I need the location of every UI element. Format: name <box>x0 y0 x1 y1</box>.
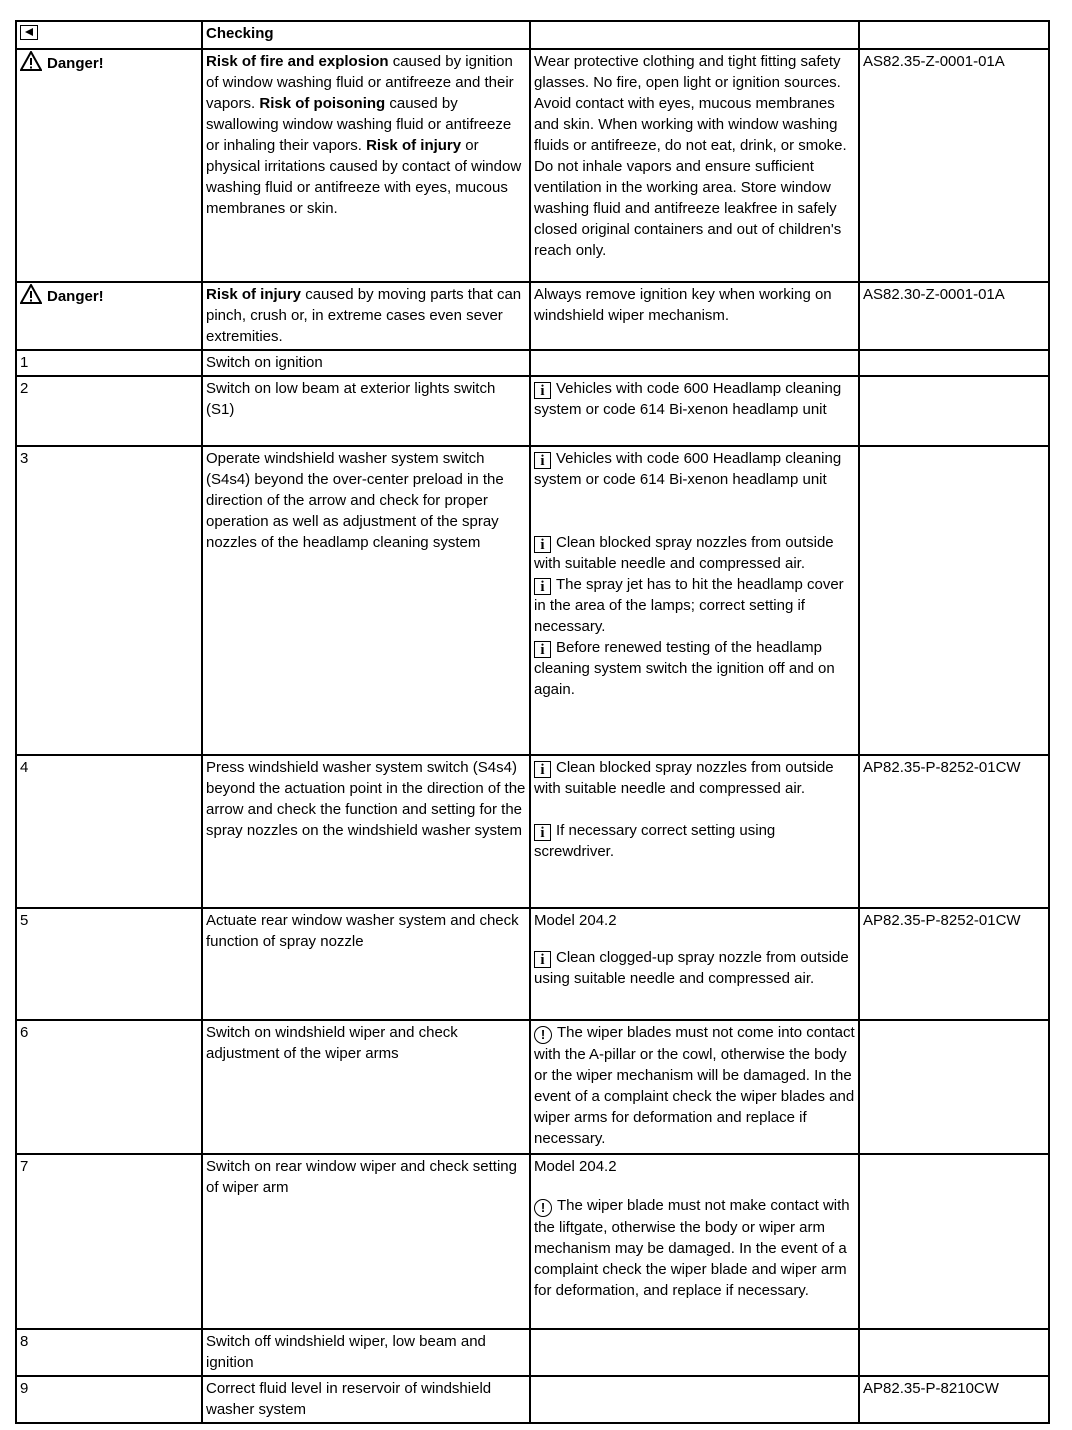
info-icon: i <box>534 761 551 778</box>
step-number: 4 <box>16 755 202 908</box>
info-icon: i <box>534 382 551 399</box>
header-row <box>16 21 1049 49</box>
danger-label-cell <box>16 282 202 350</box>
step-notes: ! The wiper blades must not come into contact with the A-pillar or the cowl, otherwise the body or the wiper mechanism will be damaged. In the event of a complaint check the wiper blades and wiper arms for deformation and replace if necessary. <box>530 1020 859 1154</box>
header-title: Checking <box>202 21 530 49</box>
step-number: 1 <box>16 350 202 376</box>
danger-row <box>16 49 1049 282</box>
danger-label-cell <box>16 49 202 282</box>
notice-icon: ! <box>534 1199 552 1217</box>
info-icon: i <box>534 536 551 553</box>
step-row <box>16 1376 1049 1423</box>
warning-triangle-icon <box>20 51 42 71</box>
step-reference-link[interactable]: AP82.35-P-8252-01CW <box>859 908 1049 1020</box>
header-icon-cell <box>16 21 202 49</box>
step-notes: Model 204.2 ! The wiper blade must not make contact with the liftgate, otherwise the body or wiper arm mechanism may be damaged. In the event of a complaint check the wiper blade and wiper arm for deformation, and replace if necessary. <box>530 1154 859 1329</box>
danger-label: Danger! <box>47 55 104 72</box>
model-note: Model 204.2 <box>534 912 617 929</box>
step-number: 5 <box>16 908 202 1020</box>
step-action: Switch on ignition <box>202 350 530 376</box>
danger-measures: Wear protective clothing and tight fitting safety glasses. No fire, open light or ignition sources. Avoid contact with eyes, mucous membranes and skin. When working with window washing fluids or antifreeze, do not eat, drink, or smoke. Do not inhale vapors and ensure sufficient ventilation in the working area. Store window washing fluid and antifreeze leakfree in safely closed original containers and out of children's reach only. <box>530 49 859 282</box>
info-icon: i <box>534 641 551 658</box>
step-notes: i Clean blocked spray nozzles from outside with suitable needle and compressed air. i If necessary correct setting using screwdriver. <box>530 755 859 908</box>
step-row <box>16 376 1049 446</box>
step-action: Press windshield washer system switch (S4s4) beyond the actuation point in the direction of the arrow and check the function and setting for the spray nozzles on the windshield washer system <box>202 755 530 908</box>
danger-reference-link[interactable]: AS82.35-Z-0001-01A <box>859 49 1049 282</box>
danger-label: Danger! <box>47 288 104 305</box>
notice-icon: ! <box>534 1026 552 1044</box>
back-arrow-icon[interactable] <box>20 25 38 40</box>
danger-measures: Always remove ignition key when working on windshield wiper mechanism. <box>530 282 859 350</box>
step-number: 3 <box>16 446 202 755</box>
step-action: Correct fluid level in reservoir of windshield washer system <box>202 1376 530 1423</box>
step-row <box>16 350 1049 376</box>
info-icon: i <box>534 824 551 841</box>
model-note: Model 204.2 <box>534 1158 617 1175</box>
step-action: Actuate rear window washer system and check function of spray nozzle <box>202 908 530 1020</box>
step-action: Operate windshield washer system switch (S4s4) beyond the over-center preload in the direction of the arrow and check for proper operation as well as adjustment of the spray nozzles of the headlamp cleaning system <box>202 446 530 755</box>
step-number: 8 <box>16 1329 202 1376</box>
step-action: Switch on low beam at exterior lights switch (S1) <box>202 376 530 446</box>
step-number: 6 <box>16 1020 202 1154</box>
step-number: 2 <box>16 376 202 446</box>
step-reference-link[interactable]: AP82.35-P-8252-01CW <box>859 755 1049 908</box>
step-row <box>16 755 1049 908</box>
info-icon: i <box>534 951 551 968</box>
step-notes: i Vehicles with code 600 Headlamp cleaning system or code 614 Bi-xenon headlamp unit i Clean blocked spray nozzles from outside with suitable needle and compressed air. i The spray jet has to hit the headlamp cover in the area of the lamps; correct setting if necessary. i Before renewed testing of the headlamp cleaning system switch the ignition off and on again. <box>530 446 859 755</box>
info-icon: i <box>534 578 551 595</box>
step-row <box>16 908 1049 1020</box>
step-row <box>16 1329 1049 1376</box>
step-row <box>16 1154 1049 1329</box>
step-notes: Model 204.2 i Clean clogged-up spray nozzle from outside using suitable needle and compressed air. <box>530 908 859 1020</box>
step-number: 9 <box>16 1376 202 1423</box>
procedure-table <box>15 20 1050 1424</box>
step-row <box>16 1020 1049 1154</box>
step-notes: i Vehicles with code 600 Headlamp cleaning system or code 614 Bi-xenon headlamp unit <box>530 376 859 446</box>
danger-reference-link[interactable]: AS82.30-Z-0001-01A <box>859 282 1049 350</box>
danger-risk: Risk of injury caused by moving parts that can pinch, crush or, in extreme cases even sever extremities. <box>202 282 530 350</box>
info-icon: i <box>534 452 551 469</box>
step-reference-link[interactable]: AP82.35-P-8210CW <box>859 1376 1049 1423</box>
step-action: Switch off windshield wiper, low beam and ignition <box>202 1329 530 1376</box>
danger-risk: Risk of fire and explosion caused by ignition of window washing fluid or antifreeze and their vapors. Risk of poisoning caused by swallowing window washing fluid or antifreeze or inhaling their vapors. Risk of injury or physical irritations caused by contact of window washing fluid or antifreeze with eyes, mucous membranes or skin. <box>202 49 530 282</box>
step-row <box>16 446 1049 755</box>
step-number: 7 <box>16 1154 202 1329</box>
warning-triangle-icon <box>20 284 42 304</box>
step-action: Switch on windshield wiper and check adjustment of the wiper arms <box>202 1020 530 1154</box>
step-action: Switch on rear window wiper and check setting of wiper arm <box>202 1154 530 1329</box>
danger-row <box>16 282 1049 350</box>
